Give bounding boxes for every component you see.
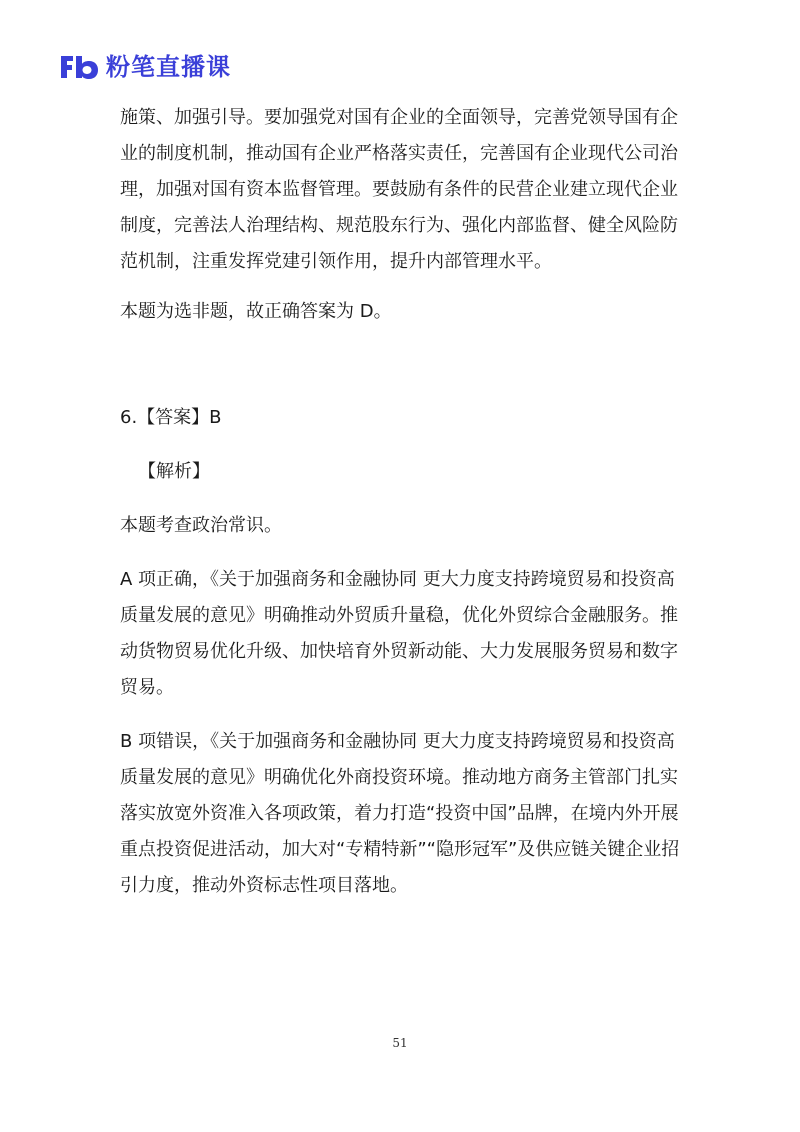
brand-name: 粉笔直播课	[106, 53, 231, 81]
option-b-explanation: B 项错误，《关于加强商务和金融协同 更大力度支持跨境贸易和投资高质量发展的意见》明确优化外商投资环境。推动地方商务主管部门扎实落实放宽外资准入各项政策，着力打造“投资中国”品牌，在境内外开展重点投资促进活动，加大对“专精特新”“隐形冠军”及供应链关键企业招引力度，推动外资标志性项目落地。	[120, 731, 680, 896]
analysis-label: 【解析】	[138, 461, 210, 482]
previous-answer-paragraph: 施策、加强引导。要加强党对国有企业的全面领导，完善党领导国有企业的制度机制，推动国有企业严格落实责任，完善国有企业现代公司治理，加强对国有资本监督管理。要鼓励有条件的民营企业建立现代企业制度，完善法人治理结构、规范股东行为、强化内部监督、健全风险防范机制，注重发挥党建引领作用，提升内部管理水平。	[120, 107, 678, 272]
topic-statement: 本题考查政治常识。	[120, 515, 282, 536]
fb-logo-icon	[58, 52, 100, 82]
question-6-answer-heading: 6.【答案】B	[120, 407, 222, 428]
brand-header	[58, 50, 231, 84]
previous-answer-conclusion: 本题为选非题，故正确答案为 D。	[120, 301, 392, 322]
option-a-explanation: A 项正确，《关于加强商务和金融协同 更大力度支持跨境贸易和投资高质量发展的意见》明确推动外贸质升量稳，优化外贸综合金融服务。推动货物贸易优化升级、加快培育外贸新动能、大力发展服务贸易和数字贸易。	[120, 569, 678, 698]
page-number: 51	[392, 1036, 408, 1050]
document-body	[120, 100, 680, 904]
